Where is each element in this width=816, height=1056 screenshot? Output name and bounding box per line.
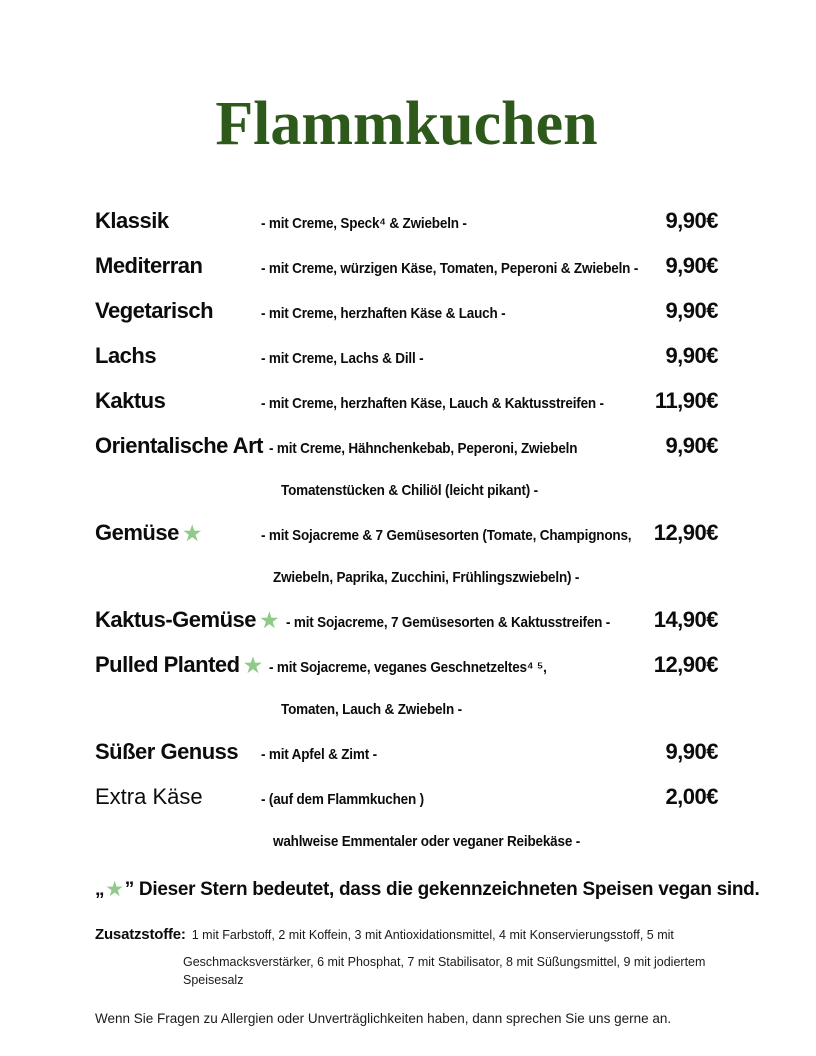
menu-item-orientalische-art	[95, 425, 718, 512]
menu-item-klassik	[95, 200, 718, 245]
item-description: - mit Sojacreme, 7 Gemüsesorten & Kaktusstreifen -	[285, 614, 610, 631]
item-name: Pulled Planted	[95, 652, 240, 677]
item-description: - mit Creme, herzhaften Käse & Lauch -	[261, 305, 506, 322]
item-price: 9,90€	[665, 253, 718, 278]
item-price: 12,90€	[653, 652, 718, 677]
vegan-note-text: ” Dieser Stern bedeutet, dass die gekennzeichneten Speisen vegan sind.	[124, 879, 760, 900]
item-description: - mit Creme, Speck⁴ & Zwiebeln -	[261, 215, 467, 232]
item-description: - (auf dem Flammkuchen )	[261, 791, 424, 808]
menu-item-gemuese	[95, 512, 718, 599]
item-price: 9,90€	[665, 208, 718, 233]
vegan-star-icon: ★	[181, 520, 203, 546]
menu-item-pulled-planted	[95, 644, 718, 731]
item-price: 2,00€	[665, 784, 718, 809]
item-price: 12,90€	[653, 520, 718, 545]
allergy-note: Wenn Sie Fragen zu Allergien oder Unverträglichkeiten haben, dann sprechen Sie uns gerne an.	[95, 1011, 672, 1026]
item-name: Mediterran	[95, 253, 203, 278]
menu-list	[95, 200, 718, 863]
item-price: 9,90€	[665, 739, 718, 764]
item-price: 11,90€	[654, 388, 718, 413]
item-price: 14,90€	[653, 607, 718, 632]
item-price: 9,90€	[665, 298, 718, 323]
item-description: - mit Sojacreme & 7 Gemüsesorten (Tomate, Champignons,	[261, 527, 632, 544]
item-description-line2: wahlweise Emmentaler oder veganer Reibekäse -	[273, 833, 581, 850]
vegan-star-icon: ★	[105, 878, 124, 901]
item-description: - mit Sojacreme, veganes Geschnetzeltes⁴ ⁵,	[269, 659, 547, 676]
menu-item-lachs	[95, 335, 718, 380]
item-price: 9,90€	[665, 343, 718, 368]
vegan-star-icon: ★	[259, 607, 280, 633]
vegan-note	[95, 877, 760, 902]
menu-item-kaktus	[95, 380, 718, 425]
additives-line2: Geschmacksverstärker, 6 mit Phosphat, 7 mit Stabilisator, 8 mit Süßungsmittel, 9 mit jodiertem Speisesalz	[183, 955, 706, 987]
item-name: Kaktus	[95, 388, 166, 413]
item-name: Gemüse	[95, 520, 179, 545]
menu-item-vegetarisch	[95, 290, 718, 335]
page-title: Flammkuchen	[215, 90, 598, 158]
item-name: Kaktus-Gemüse	[95, 607, 257, 632]
item-description-line2: Zwiebeln, Paprika, Zucchini, Frühlingszwiebeln) -	[273, 569, 580, 586]
item-description: - mit Creme, herzhaften Käse, Lauch & Kaktusstreifen -	[261, 395, 604, 412]
menu-item-mediterran	[95, 245, 718, 290]
vegan-note-open-quote: „	[95, 879, 105, 900]
item-name: Extra Käse	[95, 784, 203, 809]
additives-line1: 1 mit Farbstoff, 2 mit Koffein, 3 mit Antioxidationsmittel, 4 mit Konservierungsstoff, 5 mit	[191, 928, 674, 942]
item-name: Klassik	[95, 208, 169, 233]
additives-label: Zusatzstoffe:	[95, 926, 186, 943]
item-name: Lachs	[95, 343, 157, 368]
item-name: Orientalische Art	[95, 433, 263, 458]
item-description-line2: Tomaten, Lauch & Zwiebeln -	[281, 701, 463, 718]
item-description: - mit Creme, Hähnchenkebab, Peperoni, Zwiebeln	[268, 440, 578, 457]
additives-note	[95, 926, 718, 989]
vegan-star-icon: ★	[242, 652, 264, 678]
menu-item-extra-kaese	[95, 776, 718, 863]
item-name: Vegetarisch	[95, 298, 214, 323]
item-name: Süßer Genuss	[95, 739, 239, 764]
item-description-line2: Tomatenstücken & Chiliöl (leicht pikant) -	[280, 482, 538, 499]
item-price: 9,90€	[665, 433, 718, 458]
item-description: - mit Creme, würzigen Käse, Tomaten, Peperoni & Zwiebeln -	[261, 260, 639, 277]
item-description: - mit Apfel & Zimt -	[261, 746, 377, 763]
item-description: - mit Creme, Lachs & Dill -	[261, 350, 424, 367]
menu-item-suesser-genuss	[95, 731, 718, 776]
menu-item-kaktus-gemuese	[95, 599, 718, 644]
